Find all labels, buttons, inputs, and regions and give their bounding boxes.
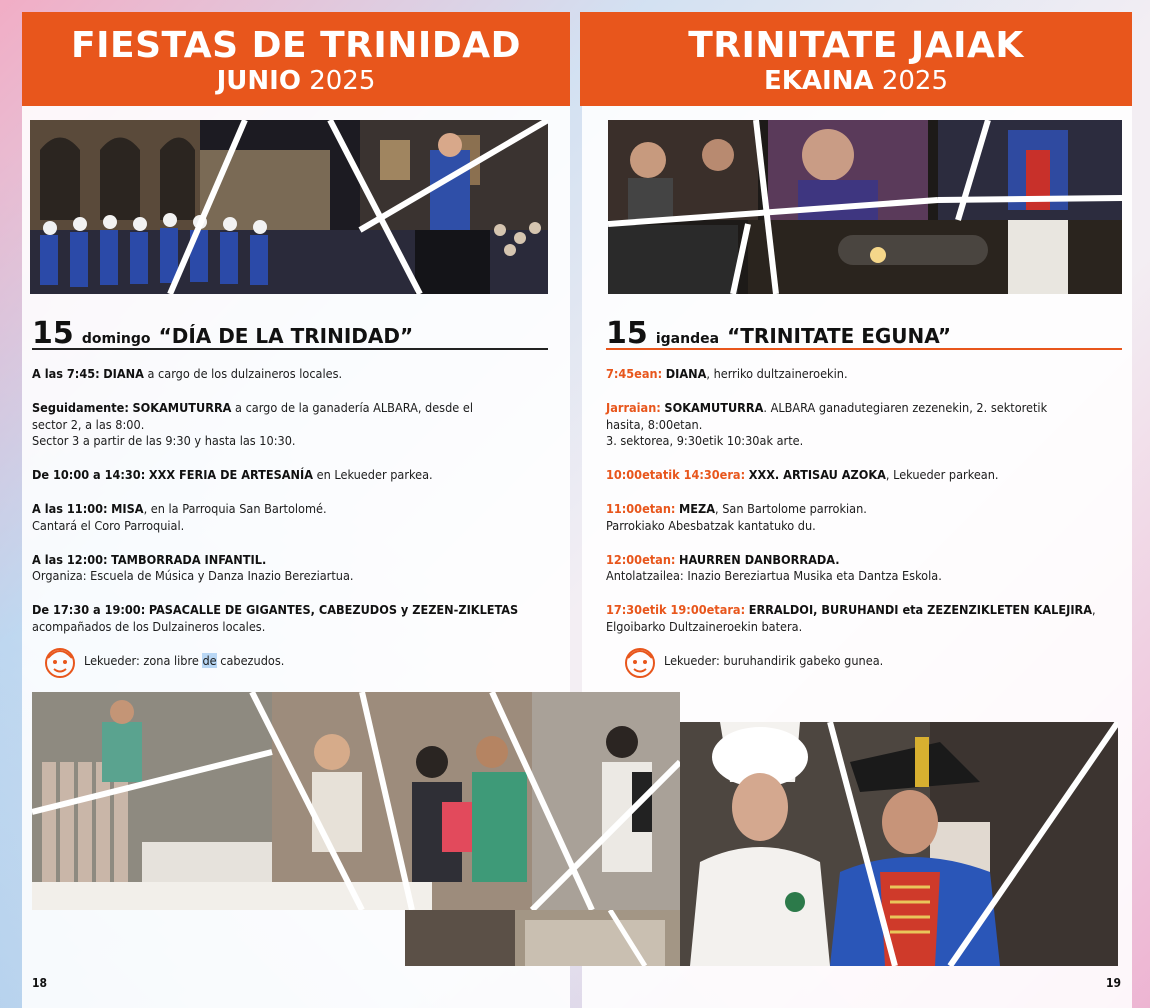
right-banner — [580, 12, 1132, 106]
left-event-list — [32, 366, 562, 680]
right-note — [622, 644, 1136, 680]
event-name: XXX. ARTISAU AZOKA — [748, 467, 886, 483]
cabezudo-face-icon — [622, 644, 658, 680]
note-text-highlight: de — [202, 653, 217, 669]
right-event — [606, 400, 1136, 450]
event-time: Jarraian: — [606, 399, 661, 415]
event-time: 17:30etik 19:00etara: — [606, 602, 746, 618]
right-event — [606, 501, 1136, 535]
event-name: XXX FERIA DE ARTESANÍA — [148, 467, 314, 483]
event-time: 7:45ean: — [606, 366, 663, 381]
right-weekday: igandea — [655, 331, 720, 347]
event-detail: , Lekueder parkean. — [885, 467, 999, 483]
right-banner-year: 2025 — [881, 66, 949, 96]
left-event — [32, 467, 562, 484]
event-detail: Elgoibarko Dultzaineroekin batera. — [606, 618, 803, 634]
right-event — [606, 366, 1136, 383]
note-text-after: cabezudos. — [216, 653, 285, 669]
event-name: TAMBORRADA INFANTIL. — [111, 551, 267, 567]
event-name: PASACALLE DE GIGANTES, CABEZUDOS y ZEZEN-ZIKLETAS — [148, 602, 519, 618]
event-time: 12:00etan: — [606, 551, 676, 567]
event-name: DIANA — [665, 366, 707, 381]
right-banner-month: EKAINA — [763, 66, 874, 96]
left-note-text — [84, 653, 284, 670]
event-name: ERRALDOI, BURUHANDI eta ZEZENZIKLETEN KALEJIRA — [748, 602, 1093, 618]
event-name: MEZA — [679, 500, 716, 516]
note-text-before: Lekueder: zona libre — [84, 653, 203, 669]
event-detail: Sector 3 a partir de las 9:30 y hasta las 10:30. — [32, 433, 296, 449]
event-time: 11:00etan: — [606, 500, 676, 516]
right-day-heading — [606, 316, 1122, 350]
left-banner — [22, 12, 570, 106]
right-day-number: 15 — [606, 316, 648, 351]
event-detail: Cantará el Coro Parroquial. — [32, 517, 185, 533]
event-detail: , herriko dultzaineroekin. — [706, 366, 848, 381]
event-name: SOKAMUTURRA — [132, 399, 232, 415]
right-event-list — [606, 366, 1136, 680]
left-event — [32, 501, 562, 535]
event-name: DIANA — [103, 366, 144, 381]
event-detail: , en la Parroquia San Bartolomé. — [143, 500, 327, 516]
left-event — [32, 366, 562, 383]
right-event — [606, 602, 1136, 636]
event-time: 10:00etatik 14:30era: — [606, 467, 746, 483]
bottom-center-photo — [405, 910, 680, 966]
event-detail: , San Bartolome parrokian. — [715, 500, 867, 516]
event-time: Seguidamente: — [32, 399, 129, 415]
event-detail: a cargo de los dulzaineros locales. — [143, 366, 343, 381]
event-detail: Antolatzailea: Inazio Bereziartua Musika eta Dantza Eskola. — [606, 568, 942, 584]
event-detail: Organiza: Escuela de Música y Danza Inazio Bereziartua. — [32, 568, 354, 584]
right-event — [606, 467, 1136, 484]
event-time: A las 12:00: — [32, 551, 108, 567]
right-day-title: “TRINITATE EGUNA” — [727, 324, 952, 348]
event-time: A las 11:00: — [32, 500, 108, 516]
right-banner-title: TRINITATE JAIAK — [688, 25, 1024, 66]
event-detail: a cargo de la ganadería ALBARA, desde el — [231, 399, 473, 415]
event-name: HAURREN DANBORRADA. — [679, 551, 840, 567]
right-event — [606, 552, 1136, 586]
event-detail: sector 2, a las 8:00. — [32, 416, 145, 432]
right-banner-subtitle — [580, 66, 1132, 96]
event-name: SOKAMUTURRA — [664, 399, 764, 415]
left-day-title: “DÍA DE LA TRINIDAD” — [158, 324, 414, 348]
event-detail: hasita, 8:00etan. — [606, 416, 703, 432]
event-time: A las 7:45: — [32, 366, 100, 381]
left-banner-subtitle — [22, 66, 570, 96]
event-detail: , — [1092, 602, 1096, 618]
left-banner-year: 2025 — [309, 66, 376, 96]
left-weekday: domingo — [81, 331, 151, 347]
left-day-number: 15 — [32, 316, 74, 351]
right-top-photo-collage — [608, 120, 1122, 294]
event-detail: en Lekueder parkea. — [313, 467, 433, 483]
event-detail: Parrokiako Abesbatzak kantatuko du. — [606, 517, 816, 533]
right-page-number: 19 — [1106, 976, 1122, 990]
event-name: MISA — [111, 500, 144, 516]
left-top-photo-collage — [30, 120, 548, 294]
bottom-left-photo-collage — [32, 692, 680, 910]
bottom-right-photo — [680, 722, 1118, 966]
left-banner-title: FIESTAS DE TRINIDAD — [71, 25, 521, 66]
cabezudo-face-icon — [42, 644, 78, 680]
left-event — [32, 552, 562, 586]
left-event — [32, 400, 562, 450]
left-banner-month: JUNIO — [216, 66, 301, 96]
event-time: De 10:00 a 14:30: — [32, 467, 146, 483]
event-time: De 17:30 a 19:00: — [32, 602, 146, 618]
event-detail: acompañados de los Dulzaineros locales. — [32, 618, 266, 634]
left-event — [32, 602, 562, 636]
event-detail: . ALBARA ganadutegiaren zezenekin, 2. sektoretik — [763, 399, 1048, 415]
event-detail: 3. sektorea, 9:30etik 10:30ak arte. — [606, 433, 804, 449]
right-note-text: Lekueder: buruhandirik gabeko gunea. — [664, 653, 884, 669]
left-note — [42, 644, 562, 680]
left-day-heading — [32, 316, 548, 350]
left-page-number: 18 — [32, 976, 48, 990]
